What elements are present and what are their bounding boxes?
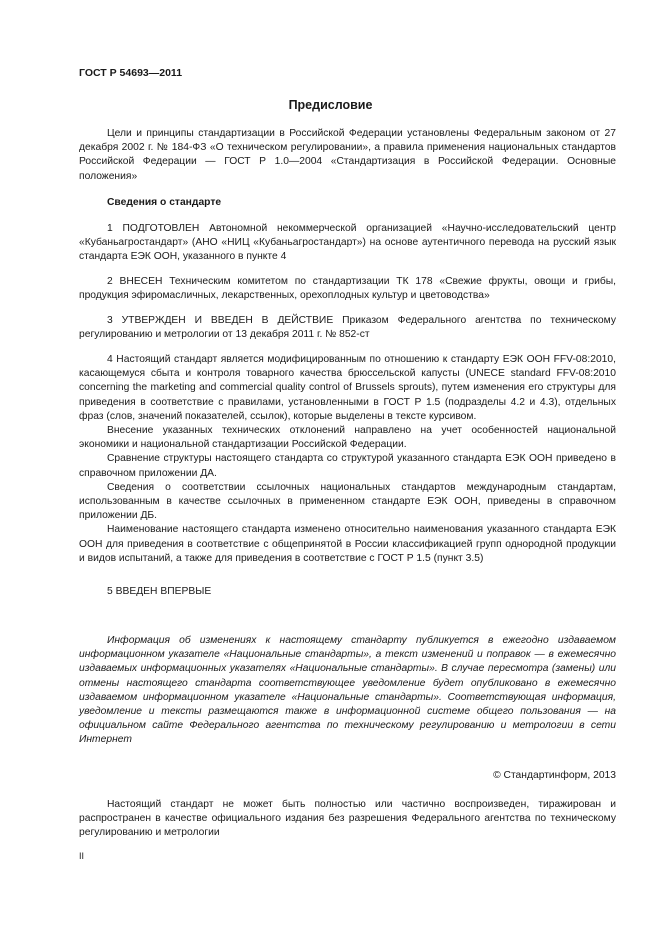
info-notice-paragraph: Информация об изменениях к настоящему стандарту публикуется в ежегодно издаваемом информационном указателе «Национальные стандарты», а текст изменений и поправок — в ежемесячно издаваемых информационных указателях «Национальные стандарты». В случае пересмотра (замены) или отмены настоящего стандарта соответствующее уведомление будет опубликовано в ежемесячно издаваемом информационном указателе «Национальные стандарты». Соответствующая информация, уведомление и тексты размещаются также в информационной системе общего пользования — на официальном сайте Федерального агентства по техническому регулированию и метрологии в сети Интернет <box>79 635 616 746</box>
item-3 <box>79 314 616 342</box>
intro-paragraph: Цели и принципы стандартизации в Российской Федерации установлены Федеральным законом от 27 декабря 2002 г. № 184-ФЗ «О техническом регулировании», а правила применения национальных стандартов Российской Федерации — ГОСТ Р 1.0—2004 «Стандартизация в Российской Федерации. Основные положения» <box>79 128 616 182</box>
paragraph-introduced: 2 ВНЕСЕН Техническим комитетом по стандартизации ТК 178 «Свежие фрукты, овощи и грибы, продукция эфиромасличных, лекарственных, орехоплодных культур и цветоводства» <box>79 276 616 302</box>
intro-block <box>79 127 616 184</box>
reproduction-block <box>79 798 616 841</box>
document-header: ГОСТ Р 54693—2011 <box>79 67 183 79</box>
item-4 <box>79 353 616 566</box>
item-5 <box>79 585 616 599</box>
item-1 <box>79 222 616 265</box>
page-title: Предисловие <box>288 98 373 112</box>
copyright-line: © Стандартинформ, 2013 <box>493 770 616 781</box>
reproduction-notice: Настоящий стандарт не может быть полностью или частично воспроизведен, тиражирован и распространен в качестве официального издания без разрешения Федерального агентства по техническому регулированию и метрологии <box>79 799 616 839</box>
paragraph-name-change: Наименование настоящего стандарта изменено относительно наименования указанного стандарта ЕЭК ООН для приведения в соответствие с общепринятой в России классификацией групп однородной продукции и видов испытаний, а также для приведения в соответствие с ГОСТ Р 1.5 (пункт 3.5) <box>79 524 616 564</box>
paragraph-reference-standards: Сведения о соответствии ссылочных национальных стандартов международным стандартам, использованным в качестве ссылочных в примененном стандарте ЕЭК ООН, приведены в справочном приложении ДБ. <box>79 481 616 522</box>
section-subtitle: Сведения о стандарте <box>107 197 222 208</box>
paragraph-first-introduced: 5 ВВЕДЕН ВПЕРВЫЕ <box>107 586 212 597</box>
paragraph-prepared: 1 ПОДГОТОВЛЕН Автономной некоммерческой организацией «Научно-исследовательский центр «Кубаньагростандарт» (АНО «НИЦ «Кубаньагростандарт») на основе аутентичного перевода на русский язык стандарта ЕЭК ООН, указанного в пункте 4 <box>79 223 616 263</box>
item-2 <box>79 275 616 303</box>
paragraph-modified: 4 Настоящий стандарт является модифицированным по отношению к стандарту ЕЭК ООН FFV-08:2010, касающемуся сбыта и контроля товарного качества брюссельской капусты (UNECE standard FFV-08:2010 concerning the marketing and commercial quality control of Brussels sprouts), путем изменения его структуры для приведения в соответствие с правилами, установленными в ГОСТ Р 1.5 (подразделы 4.2 и 4.3), отдельных фраз (слов, значений показателей, ссылок), которые выделены в тексте курсивом. <box>79 354 616 422</box>
paragraph-structure-comparison: Сравнение структуры настоящего стандарта со структурой указанного стандарта ЕЭК ООН приведено в справочном приложении ДА. <box>79 453 616 479</box>
paragraph-deviations: Внесение указанных технических отклонений направлено на учет особенностей национальной экономики и национальной стандартизации Российской Федерации. <box>79 425 616 451</box>
info-notice-block <box>79 634 616 748</box>
paragraph-approved: 3 УТВЕРЖДЕН И ВВЕДЕН В ДЕЙСТВИЕ Приказом Федерального агентства по техническому регулированию и метрологии от 13 декабря 2011 г. № 852-ст <box>79 315 616 341</box>
page-number: II <box>79 851 85 861</box>
